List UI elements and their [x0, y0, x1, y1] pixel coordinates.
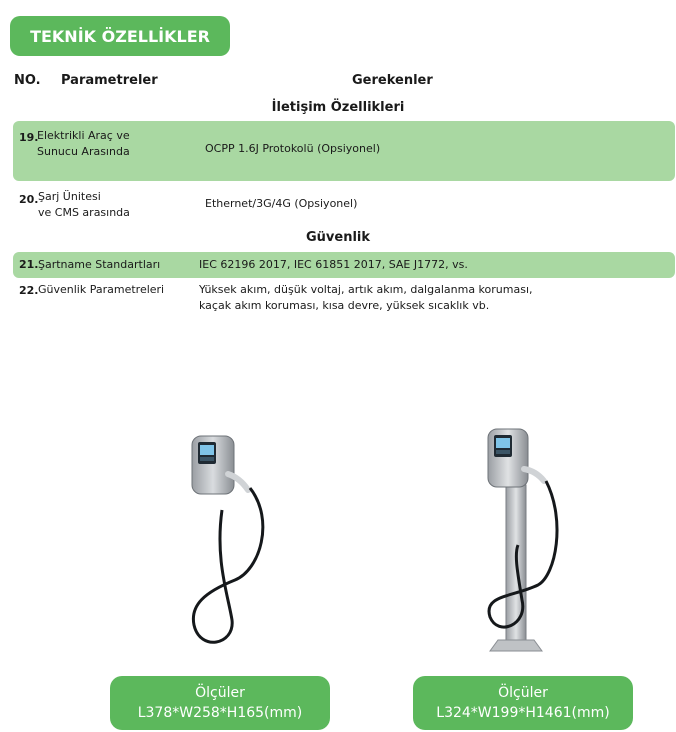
page-title: TEKNİK ÖZELLİKLER — [10, 16, 230, 56]
row-number: 22. — [19, 284, 39, 297]
dimensions-label: Ölçüler — [195, 685, 245, 701]
row-param: Şartname Standartları — [38, 258, 161, 271]
row-requirement: Yüksek akım, düşük voltaj, artık akım, dalgalanma koruması, kaçak akım koruması, kısa devre, yüksek sıcaklık vb. — [199, 283, 533, 312]
row-requirement: IEC 62196 2017, IEC 61851 2017, SAE J1772, vs. — [199, 258, 468, 271]
column-header-no: NO. — [14, 73, 41, 88]
section-title-communication: İletişim Özellikleri — [271, 100, 405, 115]
section-title-security: Güvenlik — [305, 230, 371, 245]
row-requirement: Ethernet/3G/4G (Opsiyonel) — [205, 197, 358, 210]
table-row — [13, 281, 675, 317]
row-param: Şarj Ünitesi ve CMS arasında — [38, 190, 130, 219]
row-param: Güvenlik Parametreleri — [38, 283, 165, 296]
table-row — [13, 252, 675, 278]
row-number: 21. — [19, 258, 39, 271]
table-row — [13, 185, 675, 229]
dimensions-value: L324*W199*H1461(mm) — [436, 705, 610, 721]
dimensions-value: L378*W258*H165(mm) — [137, 705, 303, 721]
dimensions-badge — [110, 676, 330, 730]
dimensions-label: Ölçüler — [498, 685, 548, 701]
row-param: Elektrikli Araç ve Sunucu Arasında — [37, 129, 130, 158]
row-number: 20. — [19, 193, 39, 206]
table-row — [13, 121, 675, 181]
row-requirement: OCPP 1.6J Protokolü (Opsiyonel) — [205, 142, 381, 155]
row-number: 19. — [19, 131, 39, 144]
pedestal-charger-image — [478, 425, 578, 657]
column-header-param: Parametreler — [61, 73, 158, 88]
column-header-req: Gerekenler — [352, 73, 433, 88]
dimensions-badge — [413, 676, 633, 730]
wall-charger-image — [180, 430, 280, 660]
